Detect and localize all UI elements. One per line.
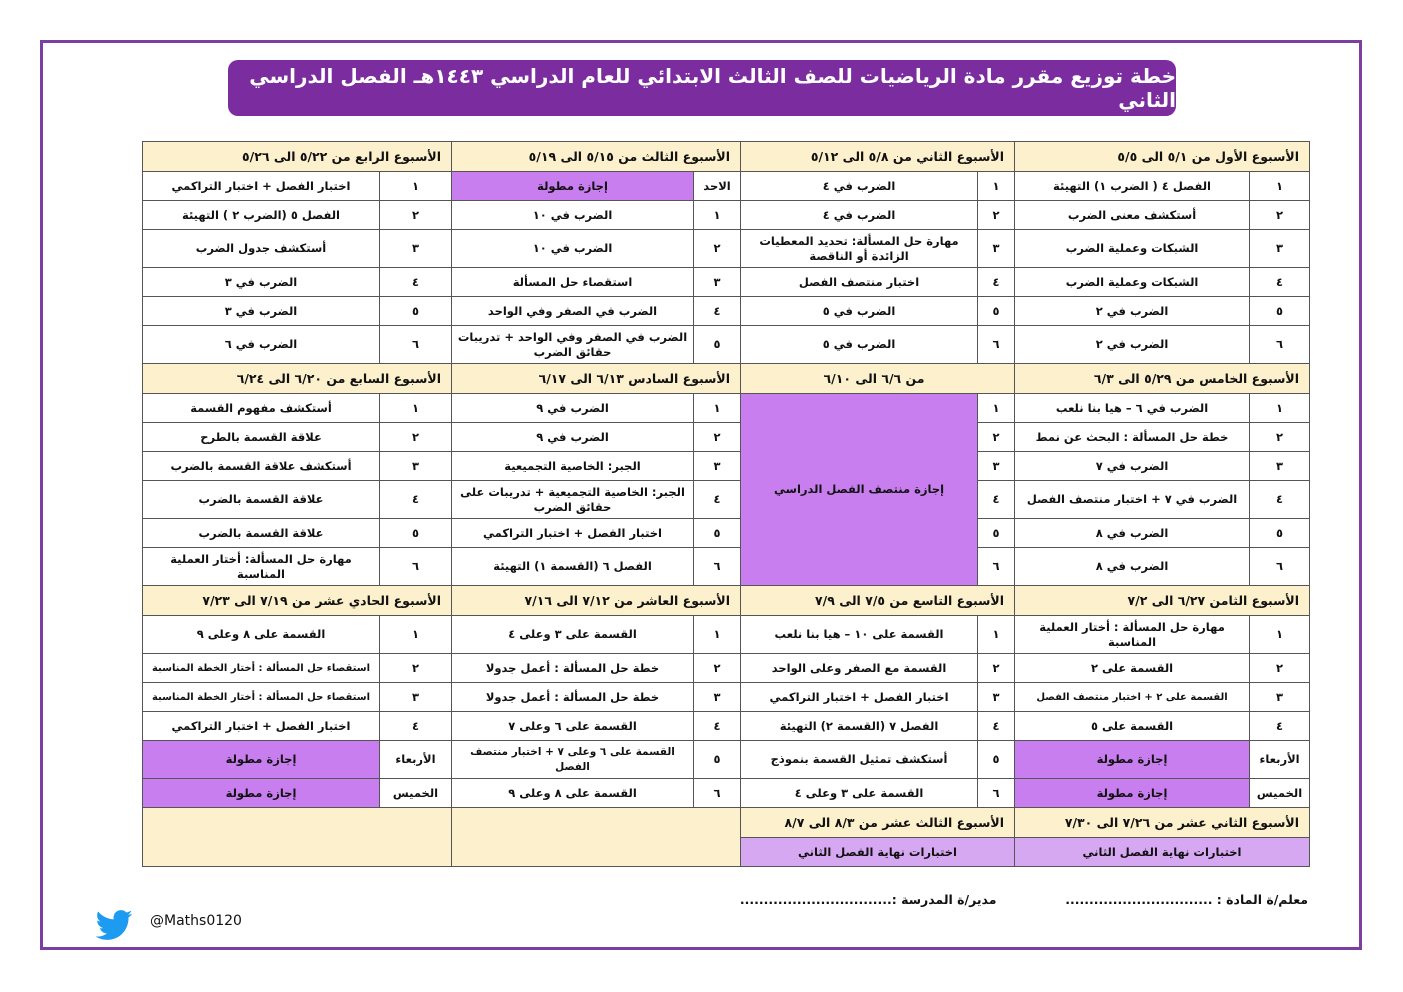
lesson-number: ٢ bbox=[978, 201, 1015, 230]
final-exams-cell: اختبارات نهاية الفصل الثاني bbox=[741, 838, 1015, 867]
week-header-row bbox=[143, 364, 1310, 394]
lesson-number: ٦ bbox=[1250, 548, 1310, 586]
lesson-number: ٥ bbox=[978, 297, 1015, 326]
lesson-number: ٤ bbox=[380, 268, 452, 297]
lesson-number: ٣ bbox=[380, 683, 452, 712]
day-label: الخميس bbox=[380, 779, 452, 808]
lesson-number: ٢ bbox=[978, 654, 1015, 683]
week-header: الأسبوع الخامس من ٥/٢٩ الى ٦/٣ bbox=[1015, 364, 1310, 394]
table-row bbox=[143, 712, 1310, 741]
lesson-cell: الضرب في ٨ bbox=[1015, 548, 1250, 586]
lesson-number: ٢ bbox=[380, 201, 452, 230]
principal-signature: مدير/ة المدرسة :................................ bbox=[739, 892, 997, 907]
lesson-cell: الضرب في ٥ bbox=[741, 297, 978, 326]
lesson-number: ٥ bbox=[380, 519, 452, 548]
lesson-number: ١ bbox=[978, 394, 1015, 423]
lesson-number: ٢ bbox=[380, 423, 452, 452]
lesson-cell: القسمة على ٢ bbox=[1015, 654, 1250, 683]
lesson-cell: مهارة حل المسألة: تحديد المعطيات الزائدة أو الناقصة bbox=[741, 230, 978, 268]
lesson-cell: الضرب في ٧ + اختبار منتصف الفصل bbox=[1015, 481, 1250, 519]
table-row bbox=[143, 326, 1310, 364]
lesson-cell: استقصاء حل المسألة bbox=[452, 268, 694, 297]
final-exams-cell: اختبارات نهاية الفصل الثاني bbox=[1015, 838, 1310, 867]
lesson-number: ٥ bbox=[694, 741, 741, 779]
lesson-cell: الضرب في ٣ bbox=[143, 297, 380, 326]
lesson-number: ٣ bbox=[694, 683, 741, 712]
lesson-cell: الضرب في ٥ bbox=[741, 326, 978, 364]
table-row bbox=[143, 616, 1310, 654]
lesson-cell: الضرب في ٤ bbox=[741, 172, 978, 201]
holiday-cell: إجازة مطولة bbox=[1015, 779, 1250, 808]
lesson-cell: استقصاء حل المسألة : أختار الخطة المناسبة bbox=[143, 654, 380, 683]
lesson-cell: علاقة القسمة بالطرح bbox=[143, 423, 380, 452]
twitter-bird-icon bbox=[94, 906, 134, 946]
lesson-number: ٤ bbox=[380, 712, 452, 741]
week-header: الأسبوع الثالث من ٥/١٥ الى ٥/١٩ bbox=[452, 142, 741, 172]
table-row bbox=[143, 268, 1310, 297]
table-row bbox=[143, 172, 1310, 201]
table-row bbox=[143, 779, 1310, 808]
table-row bbox=[143, 423, 1310, 452]
lesson-number: ٤ bbox=[1250, 268, 1310, 297]
lesson-number: ١ bbox=[380, 394, 452, 423]
week-header-row bbox=[143, 808, 1310, 838]
lesson-number: ٦ bbox=[694, 548, 741, 586]
lesson-cell: الضرب في ٢ bbox=[1015, 326, 1250, 364]
lesson-cell: اختبار الفصل + اختبار التراكمي bbox=[143, 172, 380, 201]
week-header-row bbox=[143, 142, 1310, 172]
lesson-number: ١ bbox=[1250, 172, 1310, 201]
lesson-number: ١ bbox=[380, 172, 452, 201]
lesson-number: ٦ bbox=[380, 548, 452, 586]
lesson-cell: الضرب في ٧ bbox=[1015, 452, 1250, 481]
lesson-number: ٢ bbox=[694, 230, 741, 268]
lesson-cell: الضرب في ٢ bbox=[1015, 297, 1250, 326]
lesson-cell: الضرب في ٩ bbox=[452, 394, 694, 423]
week-header: من ٦/٦ الى ٦/١٠ bbox=[741, 364, 1015, 394]
plan-table bbox=[142, 141, 1310, 867]
lesson-cell: علاقة القسمة بالضرب bbox=[143, 481, 380, 519]
lesson-number: ٢ bbox=[1250, 201, 1310, 230]
lesson-cell: القسمة على ٣ وعلى ٤ bbox=[452, 616, 694, 654]
holiday-cell: إجازة مطولة bbox=[452, 172, 694, 201]
lesson-number: ٦ bbox=[978, 779, 1015, 808]
lesson-cell: علاقة القسمة بالضرب bbox=[143, 519, 380, 548]
lesson-number: ٦ bbox=[978, 548, 1015, 586]
week-header: الأسبوع السابع من ٦/٢٠ الى ٦/٢٤ bbox=[143, 364, 452, 394]
lesson-cell: خطة حل المسألة : أعمل جدولا bbox=[452, 683, 694, 712]
lesson-number: ٥ bbox=[694, 326, 741, 364]
week-header: الأسبوع الرابع من ٥/٢٢ الى ٥/٢٦ bbox=[143, 142, 452, 172]
lesson-cell: الضرب في ٦ – هيا بنا نلعب bbox=[1015, 394, 1250, 423]
lesson-cell: الشبكات وعملية الضرب bbox=[1015, 268, 1250, 297]
lesson-number: ٢ bbox=[694, 654, 741, 683]
table-row bbox=[143, 519, 1310, 548]
lesson-number: ١ bbox=[694, 616, 741, 654]
lesson-number: ٥ bbox=[380, 297, 452, 326]
lesson-number: ٣ bbox=[380, 452, 452, 481]
lesson-cell: اختبار الفصل + اختبار التراكمي bbox=[741, 683, 978, 712]
lesson-number: ٥ bbox=[1250, 297, 1310, 326]
lesson-cell: خطة حل المسألة : أعمل جدولا bbox=[452, 654, 694, 683]
empty-cell bbox=[452, 808, 741, 867]
week-header: الأسبوع الثالث عشر من ٨/٣ الى ٨/٧ bbox=[741, 808, 1015, 838]
lesson-cell: القسمة على ٦ وعلى ٧ + اختبار منتصف الفصل bbox=[452, 741, 694, 779]
lesson-number: ٢ bbox=[1250, 423, 1310, 452]
lesson-number: ٣ bbox=[380, 230, 452, 268]
lesson-cell: الضرب في ٤ bbox=[741, 201, 978, 230]
lesson-cell: أستكشف جدول الضرب bbox=[143, 230, 380, 268]
lesson-number: ٤ bbox=[694, 297, 741, 326]
lesson-number: ٦ bbox=[694, 779, 741, 808]
lesson-cell: القسمة على ٣ وعلى ٤ bbox=[741, 779, 978, 808]
table-row bbox=[143, 654, 1310, 683]
holiday-cell: إجازة مطولة bbox=[143, 779, 380, 808]
lesson-number: ١ bbox=[380, 616, 452, 654]
lesson-number: ٦ bbox=[380, 326, 452, 364]
lesson-cell: الضرب في الصفر وفي الواحد + تدريبات حقائق الضرب bbox=[452, 326, 694, 364]
lesson-cell: القسمة على ٢ + اختبار منتصف الفصل bbox=[1015, 683, 1250, 712]
lesson-number: ٦ bbox=[1250, 326, 1310, 364]
lesson-cell: اختبار الفصل + اختبار التراكمي bbox=[143, 712, 380, 741]
signature-line bbox=[740, 892, 1308, 907]
lesson-cell: الضرب في الصفر وفي الواحد bbox=[452, 297, 694, 326]
lesson-number: ٥ bbox=[978, 741, 1015, 779]
week-header: الأسبوع الثامن ٦/٢٧ الى ٧/٢ bbox=[1015, 586, 1310, 616]
lesson-cell: اختبار الفصل + اختبار التراكمي bbox=[452, 519, 694, 548]
lesson-number: ٥ bbox=[1250, 519, 1310, 548]
lesson-number: ٣ bbox=[978, 683, 1015, 712]
lesson-number: ٤ bbox=[1250, 481, 1310, 519]
lesson-cell: الضرب في ١٠ bbox=[452, 201, 694, 230]
lesson-cell: أستكشف مفهوم القسمة bbox=[143, 394, 380, 423]
lesson-cell: القسمة على ١٠ – هيا بنا نلعب bbox=[741, 616, 978, 654]
table-row bbox=[143, 683, 1310, 712]
lesson-number: ٣ bbox=[694, 452, 741, 481]
lesson-number: ٣ bbox=[1250, 230, 1310, 268]
table-row bbox=[143, 452, 1310, 481]
teacher-signature: معلم/ة المادة : ............................... bbox=[1065, 892, 1308, 907]
empty-cell bbox=[143, 808, 452, 867]
lesson-cell: الشبكات وعملية الضرب bbox=[1015, 230, 1250, 268]
lesson-cell: أستكشف علاقة القسمة بالضرب bbox=[143, 452, 380, 481]
lesson-cell: القسمة مع الصفر وعلى الواحد bbox=[741, 654, 978, 683]
lesson-cell: القسمة على ٨ وعلى ٩ bbox=[143, 616, 380, 654]
lesson-number: ٣ bbox=[694, 268, 741, 297]
lesson-cell: الفصل ٤ ( الضرب ١) التهيئة bbox=[1015, 172, 1250, 201]
lesson-number: ٥ bbox=[694, 519, 741, 548]
lesson-number: ٤ bbox=[978, 268, 1015, 297]
lesson-number: ٢ bbox=[380, 654, 452, 683]
day-label: الخميس bbox=[1250, 779, 1310, 808]
lesson-cell: القسمة على ٨ وعلى ٩ bbox=[452, 779, 694, 808]
lesson-cell: الضرب في ١٠ bbox=[452, 230, 694, 268]
table-row bbox=[143, 230, 1310, 268]
lesson-number: ١ bbox=[694, 394, 741, 423]
lesson-cell: اختبار منتصف الفصل bbox=[741, 268, 978, 297]
week-header: الأسبوع الأول من ٥/١ الى ٥/٥ bbox=[1015, 142, 1310, 172]
lesson-cell: الفصل ٦ (القسمة ١) التهيئة bbox=[452, 548, 694, 586]
lesson-number: ٢ bbox=[694, 423, 741, 452]
week-header: الأسبوع العاشر من ٧/١٢ الى ٧/١٦ bbox=[452, 586, 741, 616]
week-header: الأسبوع الثاني عشر من ٧/٢٦ الى ٧/٣٠ bbox=[1015, 808, 1310, 838]
lesson-cell: الضرب في ٩ bbox=[452, 423, 694, 452]
day-label: الاحد bbox=[694, 172, 741, 201]
table-row bbox=[143, 741, 1310, 779]
lesson-number: ٤ bbox=[694, 481, 741, 519]
lesson-number: ١ bbox=[1250, 616, 1310, 654]
midterm-break-cell: إجازة منتصف الفصل الدراسي bbox=[741, 394, 978, 586]
day-label: الأربعاء bbox=[1250, 741, 1310, 779]
lesson-cell: الجبر: الخاصية التجميعية + تدريبات على حقائق الضرب bbox=[452, 481, 694, 519]
lesson-number: ٢ bbox=[1250, 654, 1310, 683]
week-header-row bbox=[143, 586, 1310, 616]
lesson-cell: استقصاء حل المسألة : أختار الخطة المناسبة bbox=[143, 683, 380, 712]
lesson-cell: الفصل ٥ (الضرب ٢ ) التهيئة bbox=[143, 201, 380, 230]
table-row bbox=[143, 548, 1310, 586]
lesson-cell: خطة حل المسألة : البحث عن نمط bbox=[1015, 423, 1250, 452]
lesson-cell: الجبر: الخاصية التجميعية bbox=[452, 452, 694, 481]
lesson-cell: القسمة على ٦ وعلى ٧ bbox=[452, 712, 694, 741]
table-row bbox=[143, 297, 1310, 326]
holiday-cell: إجازة مطولة bbox=[143, 741, 380, 779]
table-row bbox=[143, 394, 1310, 423]
lesson-number: ٥ bbox=[978, 519, 1015, 548]
week-header: الأسبوع الثاني من ٥/٨ الى ٥/١٢ bbox=[741, 142, 1015, 172]
table-row bbox=[143, 481, 1310, 519]
twitter-handle: @Maths0120 bbox=[150, 913, 242, 929]
lesson-number: ٣ bbox=[1250, 452, 1310, 481]
week-header: الأسبوع التاسع من ٧/٥ الى ٧/٩ bbox=[741, 586, 1015, 616]
lesson-cell: أستكشف تمثيل القسمة بنموذج bbox=[741, 741, 978, 779]
lesson-number: ٤ bbox=[978, 712, 1015, 741]
lesson-number: ٣ bbox=[978, 452, 1015, 481]
lesson-number: ٦ bbox=[978, 326, 1015, 364]
lesson-number: ١ bbox=[694, 201, 741, 230]
lesson-cell: الضرب في ٨ bbox=[1015, 519, 1250, 548]
lesson-number: ٤ bbox=[694, 712, 741, 741]
lesson-number: ٣ bbox=[978, 230, 1015, 268]
lesson-cell: الضرب في ٦ bbox=[143, 326, 380, 364]
lesson-cell: أستكشف معنى الضرب bbox=[1015, 201, 1250, 230]
lesson-number: ٤ bbox=[380, 481, 452, 519]
week-header: الأسبوع السادس ٦/١٣ الى ٦/١٧ bbox=[452, 364, 741, 394]
lesson-number: ٢ bbox=[978, 423, 1015, 452]
holiday-cell: إجازة مطولة bbox=[1015, 741, 1250, 779]
lesson-number: ١ bbox=[978, 616, 1015, 654]
lesson-cell: الضرب في ٣ bbox=[143, 268, 380, 297]
lesson-cell: مهارة حل المسألة : أختار العملية المناسبة bbox=[1015, 616, 1250, 654]
lesson-number: ٤ bbox=[1250, 712, 1310, 741]
lesson-cell: القسمة على ٥ bbox=[1015, 712, 1250, 741]
week-header: الأسبوع الحادي عشر من ٧/١٩ الى ٧/٢٣ bbox=[143, 586, 452, 616]
table-row bbox=[143, 201, 1310, 230]
page-title: خطة توزيع مقرر مادة الرياضيات للصف الثالث الابتدائي للعام الدراسي ١٤٤٣هـ الفصل الدراسي الثاني bbox=[228, 60, 1176, 116]
lesson-number: ٣ bbox=[1250, 683, 1310, 712]
lesson-cell: الفصل ٧ (القسمة ٢) التهيئة bbox=[741, 712, 978, 741]
day-label: الأربعاء bbox=[380, 741, 452, 779]
lesson-number: ٤ bbox=[978, 481, 1015, 519]
lesson-number: ١ bbox=[1250, 394, 1310, 423]
lesson-cell: مهارة حل المسألة: أختار العملية المناسبة bbox=[143, 548, 380, 586]
lesson-number: ١ bbox=[978, 172, 1015, 201]
